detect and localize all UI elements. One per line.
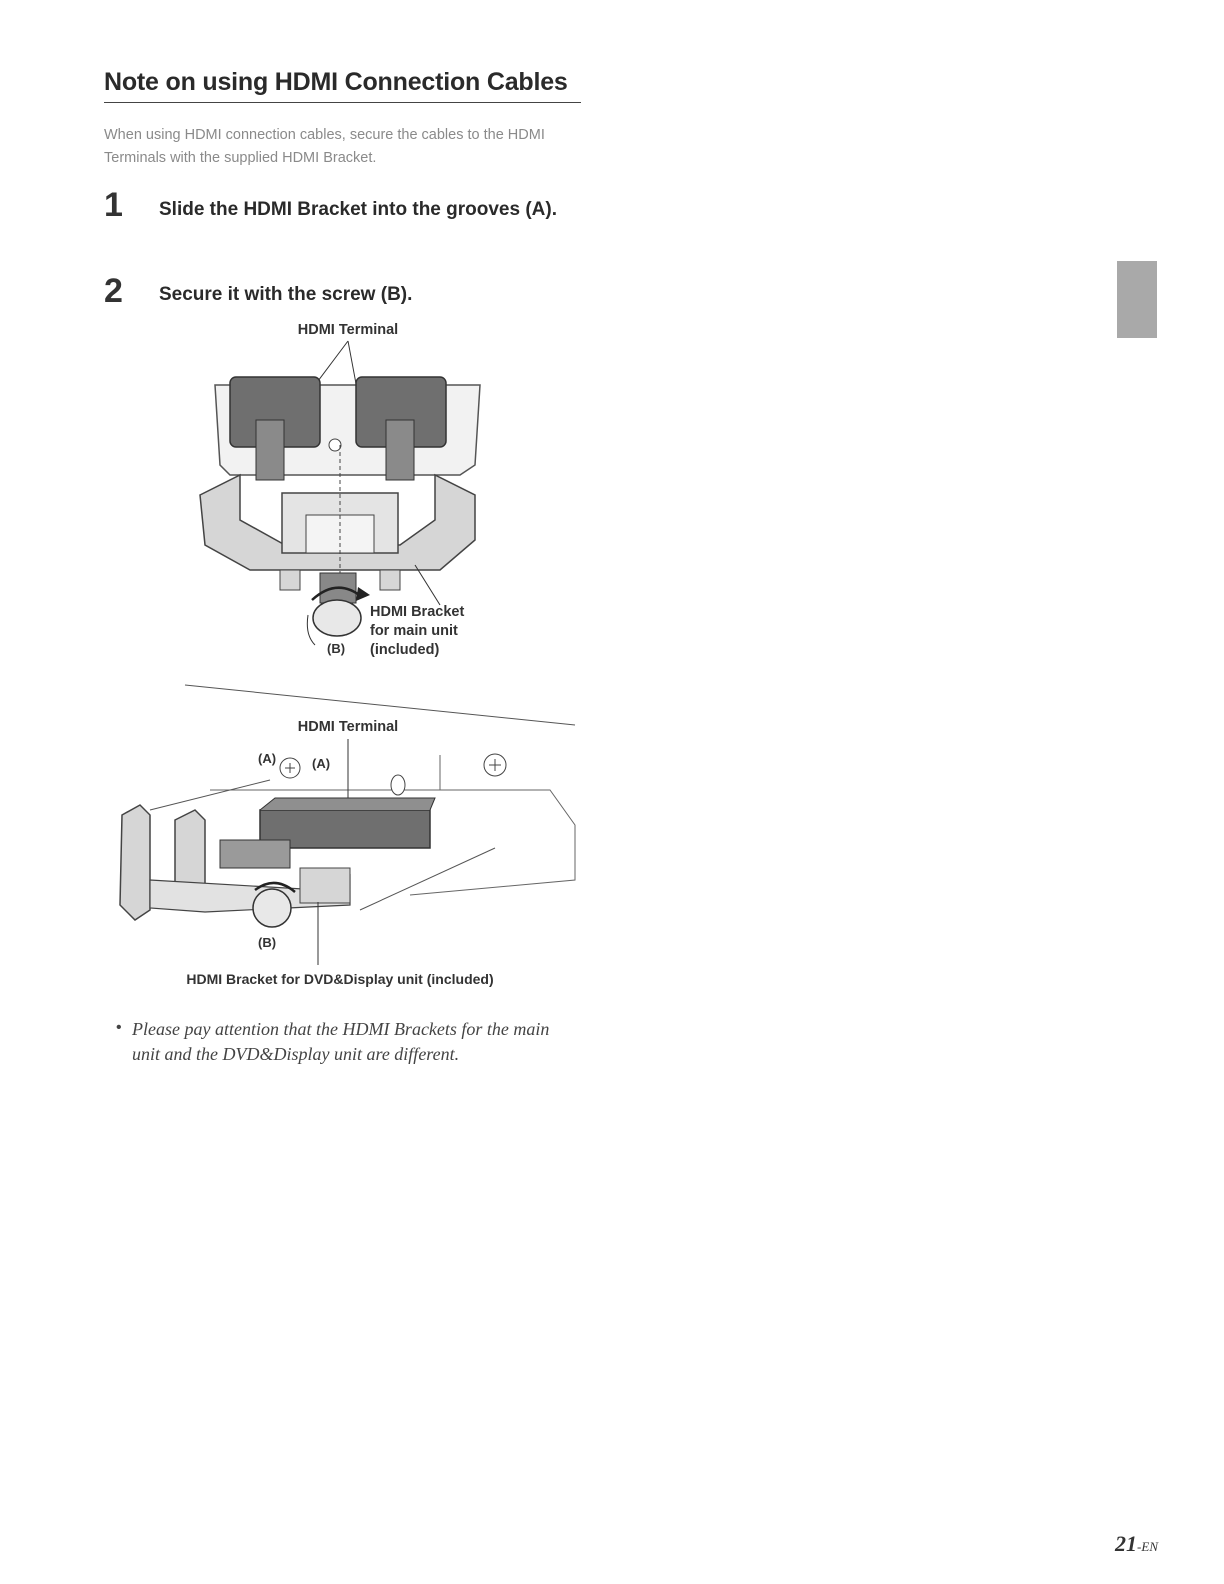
dvd-terminal-label: HDMI Terminal: [297, 719, 399, 735]
page-number: [1115, 1531, 1158, 1557]
main-unit-screw: [313, 600, 361, 636]
groove-label-right: (A): [312, 756, 331, 771]
main-bracket-label-line2: for main unit: [370, 623, 458, 639]
dvd-screw-label: (B): [258, 935, 277, 950]
dvd-figure-caption: HDMI Bracket for DVD&Display unit (included): [186, 971, 494, 987]
page-number-suffix: -EN: [1137, 1539, 1158, 1554]
page-number-value: 21: [1115, 1531, 1138, 1556]
dvd-unit-bracket-diagram: [110, 680, 580, 960]
main-screw-label: (B): [327, 641, 346, 656]
main-terminal-label: HDMI Terminal: [297, 322, 399, 338]
step-2-text: Secure it with the screw (B).: [159, 284, 413, 305]
title-underline: [104, 102, 581, 103]
intro-paragraph: When using HDMI connection cables, secure the cables to the HDMI Terminals with the supplied HDMI Bracket.: [104, 127, 545, 166]
dvd-unit-screw: [253, 889, 291, 927]
chapter-side-tab: [1117, 261, 1157, 338]
groove-label-left: (A): [258, 751, 277, 766]
main-bracket-label-line3: (included): [370, 642, 440, 658]
note-text: Please pay attention that the HDMI Brackets for the main unit and the DVD&Display unit are different.: [132, 1019, 550, 1064]
note-bullet: •: [116, 1019, 122, 1036]
main-unit-bracket-diagram: [190, 315, 510, 665]
step-1-number: 1: [104, 186, 123, 224]
step-2-number: 2: [104, 272, 123, 310]
main-bracket-label-line1: HDMI Bracket: [370, 604, 465, 620]
section-title: Note on using HDMI Connection Cables: [104, 68, 568, 96]
step-1-text: Slide the HDMI Bracket into the grooves (A).: [159, 199, 557, 220]
